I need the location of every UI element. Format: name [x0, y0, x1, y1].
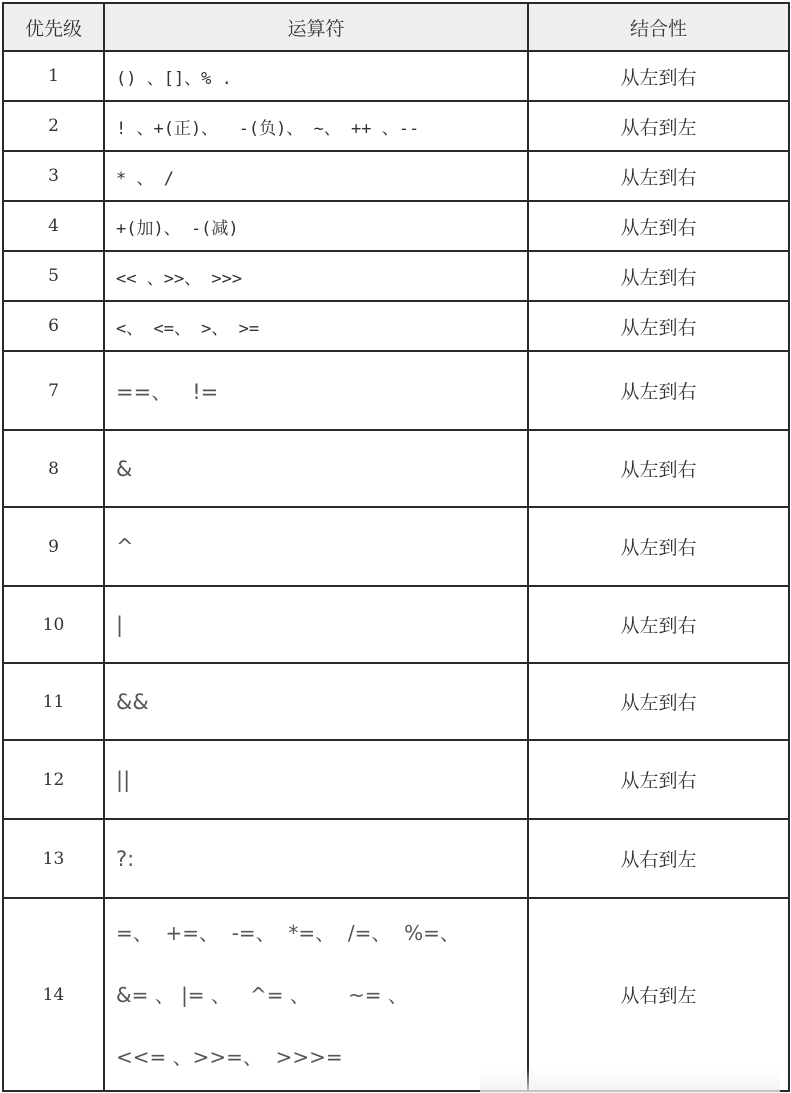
- table-row: [3, 507, 789, 586]
- level-cell: 4: [3, 201, 104, 251]
- associativity-cell: 从右到左: [528, 898, 789, 1091]
- level-cell: 11: [3, 663, 104, 740]
- table-row: [3, 151, 789, 201]
- level-cell: 14: [3, 898, 104, 1091]
- associativity-cell: 从左到右: [528, 201, 789, 251]
- associativity-cell: 从右到左: [528, 819, 789, 898]
- operator-cell: &&: [104, 663, 528, 740]
- table-row: [3, 740, 789, 819]
- level-cell: 8: [3, 430, 104, 507]
- operator-cell: +(加)、 -(减): [104, 201, 528, 251]
- operator-cell: [104, 898, 528, 1091]
- associativity-cell: 从左到右: [528, 507, 789, 586]
- operator-cell: |: [104, 586, 528, 663]
- operator-precedence-table: [2, 2, 790, 1092]
- associativity-cell: 从左到右: [528, 430, 789, 507]
- operator-cell: <、 <=、 >、 >=: [104, 301, 528, 351]
- level-cell: 2: [3, 101, 104, 151]
- associativity-cell: 从左到右: [528, 351, 789, 430]
- operator-cell: ! 、+(正)、 -(负)、 ~、 ++ 、--: [104, 101, 528, 151]
- operator-cell: ?:: [104, 819, 528, 898]
- operator-cell: ==、 !=: [104, 351, 528, 430]
- associativity-cell: 从左到右: [528, 301, 789, 351]
- operator-cell: << 、>>、 >>>: [104, 251, 528, 301]
- operator-cell: ||: [104, 740, 528, 819]
- level-cell: 10: [3, 586, 104, 663]
- table-row: [3, 301, 789, 351]
- associativity-cell: 从左到右: [528, 151, 789, 201]
- level-cell: 9: [3, 507, 104, 586]
- associativity-cell: 从左到右: [528, 251, 789, 301]
- operator-cell: * 、 /: [104, 151, 528, 201]
- level-cell: 6: [3, 301, 104, 351]
- level-cell: 12: [3, 740, 104, 819]
- table-row: [3, 586, 789, 663]
- table-row: [3, 819, 789, 898]
- level-cell: 3: [3, 151, 104, 201]
- table-row: [3, 430, 789, 507]
- operator-line: &= 、 |= 、 ^= 、 ~= 、: [116, 982, 408, 1007]
- table-row: [3, 663, 789, 740]
- associativity-cell: 从左到右: [528, 586, 789, 663]
- level-cell: 1: [3, 51, 104, 101]
- table-header-row: [3, 3, 789, 51]
- associativity-cell: 从左到右: [528, 740, 789, 819]
- table-row: [3, 898, 789, 1091]
- operator-line: <<= 、>>=、 >>>=: [116, 1044, 343, 1069]
- header-operator: 运算符: [104, 3, 528, 51]
- associativity-cell: 从左到右: [528, 51, 789, 101]
- level-cell: 5: [3, 251, 104, 301]
- table-row: [3, 51, 789, 101]
- operator-cell: ^: [104, 507, 528, 586]
- table-row: [3, 201, 789, 251]
- associativity-cell: 从左到右: [528, 663, 789, 740]
- table-row: [3, 251, 789, 301]
- header-level: 优先级: [3, 3, 104, 51]
- table-row: [3, 101, 789, 151]
- associativity-cell: 从右到左: [528, 101, 789, 151]
- operator-cell: () 、[]、% .: [104, 51, 528, 101]
- header-associativity: 结合性: [528, 3, 789, 51]
- table-row: [3, 351, 789, 430]
- operator-cell: &: [104, 430, 528, 507]
- level-cell: 7: [3, 351, 104, 430]
- operator-line: =、 +=、 -=、 *=、 /=、 %=、: [116, 920, 460, 945]
- level-cell: 13: [3, 819, 104, 898]
